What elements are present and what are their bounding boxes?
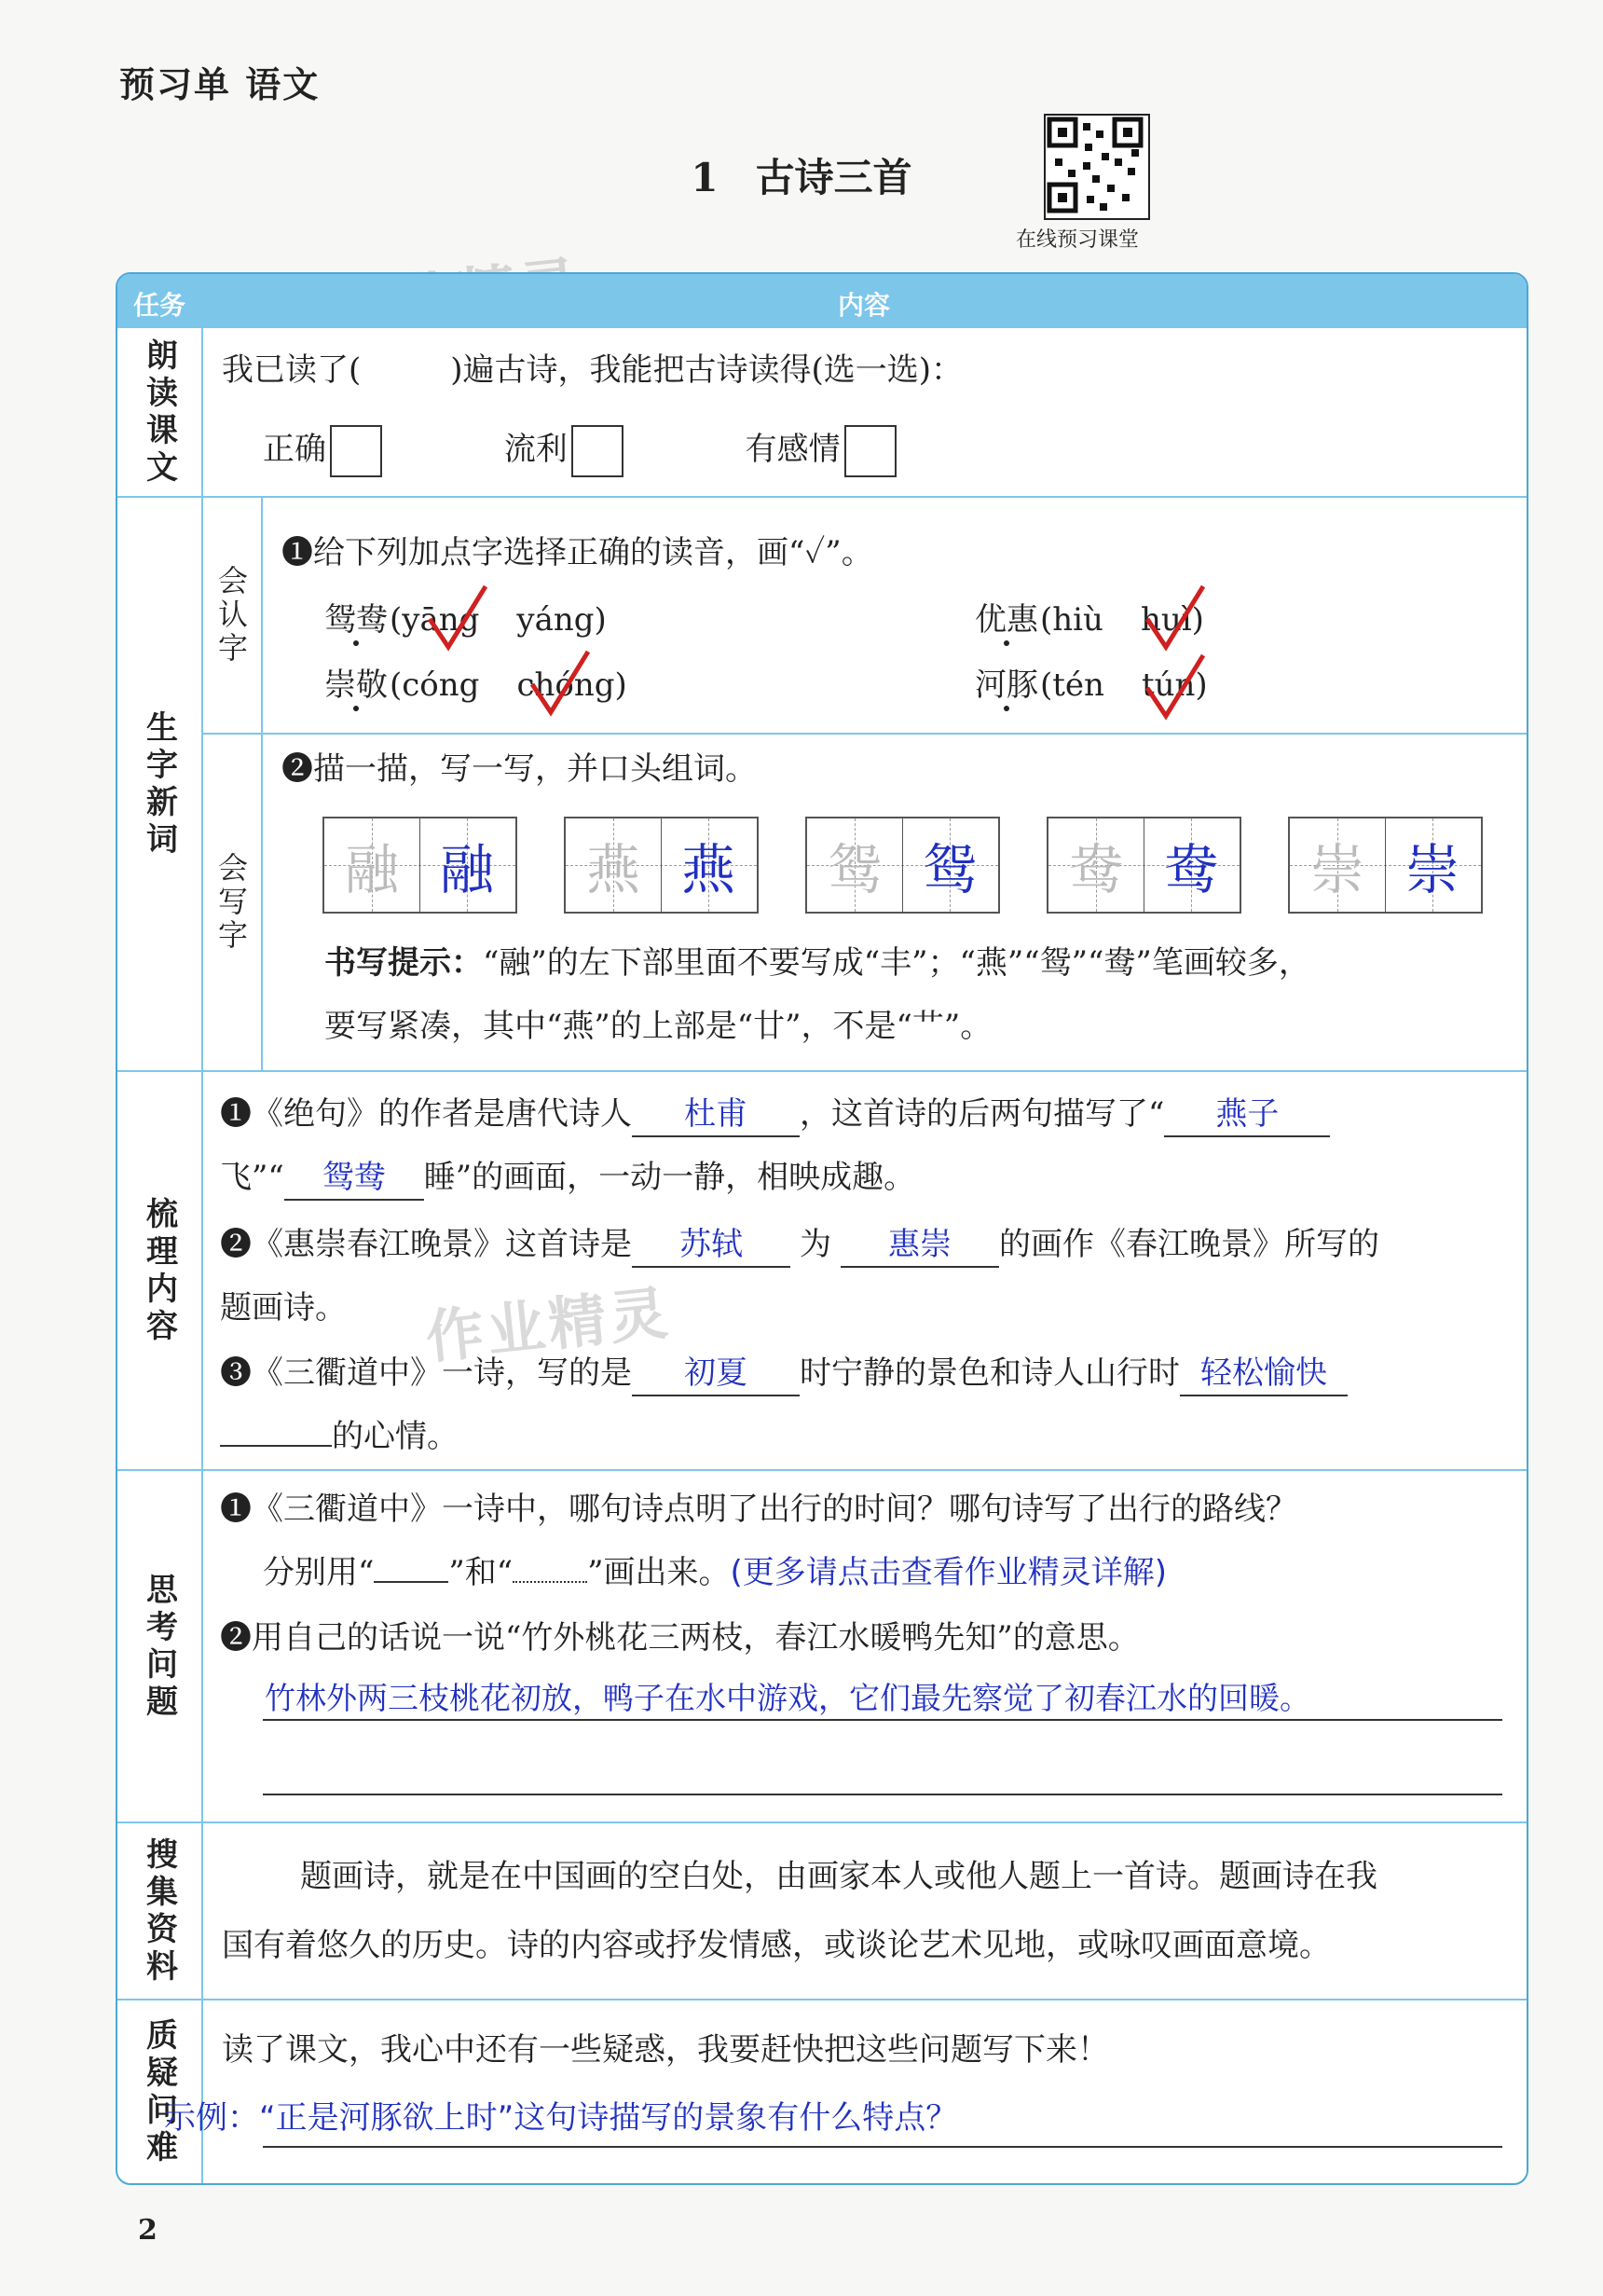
watermark: 作业精灵 (422, 1278, 675, 1372)
think-q1-cont: 分别用“ ”和“ ”画出来。(更多请点击查看作业精灵详解) (263, 1554, 1168, 1591)
write-section (201, 733, 1527, 1072)
check-mark-icon (425, 582, 490, 656)
worksheet-table (116, 272, 1528, 2185)
lesson-title (0, 147, 1603, 203)
pinyin-item: 优惠(hiù huì) (975, 601, 1204, 639)
check-mark-icon (527, 647, 593, 722)
checkbox-emotion[interactable] (844, 425, 897, 477)
checkbox-correct[interactable] (330, 425, 382, 477)
question-prompt: 读了课文，我心中还有一些疑惑，我要赶快把这些问题写下来！ (222, 2031, 1109, 2069)
write-question: ❷描一描，写一写，并口头组词。 (281, 750, 757, 788)
checkbox-fluent[interactable] (571, 425, 623, 477)
read-options: 正确 流利 有感情 (263, 425, 897, 477)
lesson-number: 1 (691, 155, 719, 200)
char-box[interactable]: 燕 燕 (564, 817, 759, 914)
row-sort (117, 1070, 1527, 1471)
think-q2-answer: 竹林外两三枝桃花初放，鸭子在水中游戏，它们最先察觉了初春江水的回暖。 (265, 1680, 1310, 1716)
question-answer: 示例：“正是河豚欲上时”这句诗描写的景象有什么特点？ (164, 2099, 958, 2137)
row-think (117, 1469, 1527, 1823)
row-newwords (117, 496, 1527, 1072)
sort-q2-cont: 题画诗。 (220, 1289, 347, 1327)
write-label: 会写字 (201, 733, 263, 1072)
sort-q1-cont: 飞”“ 鸳鸯 睡”的画面，一动一静，相映成趣。 (220, 1156, 915, 1201)
recognize-question: ❶给下列加点字选择正确的读音，画“✓”。 (281, 534, 873, 571)
row-label: 朗读课文 (117, 328, 203, 498)
sort-q1: ❶《绝句》的作者是唐代诗人 杜甫 ，这首诗的后两句描写了“ 燕子 (220, 1093, 1330, 1137)
book-header: 预习单 语文 (119, 64, 321, 105)
think-q1: ❶《三衢道中》一诗中，哪句诗点明了出行的时间？哪句诗写了出行的路线？ (220, 1491, 1297, 1528)
pinyin-item: 鸳鸯(yāng yáng) (324, 601, 607, 639)
char-box[interactable]: 鸳 鸳 (805, 817, 1000, 914)
check-mark-icon (1143, 651, 1208, 725)
row-collect (117, 1822, 1527, 2000)
read-line1: 我已读了( )遍古诗，我能把古诗读得(选一选)： (222, 351, 964, 389)
header-task: 任务 (132, 290, 185, 321)
row-label: 质疑问难 (117, 2000, 203, 2185)
writing-hint: 书写提示：“融”的左下部里面不要写成“丰”；“燕”“鸳”“鸯”笔画较多， (324, 944, 1310, 982)
table-header (117, 274, 1527, 326)
sort-q3-cont: 的心情。 (220, 1415, 459, 1458)
qr-label: 在线预习课堂 (1016, 228, 1140, 252)
pinyin-item: 河豚(tén tún) (975, 667, 1208, 704)
qr-code[interactable] (1044, 114, 1150, 220)
think-q1-answer: (更多请点击查看作业精灵详解) (730, 1554, 1168, 1591)
collect-line2: 国有着悠久的历史。诗的内容或抒发情感，或谈论艺术见地，或咏叹画面意境。 (222, 1927, 1331, 1964)
row-label: 梳理内容 (117, 1072, 203, 1471)
qr-code-icon (1046, 116, 1144, 214)
char-box[interactable]: 崇 崇 (1288, 817, 1483, 914)
check-mark-icon (1143, 582, 1208, 656)
recognize-section (201, 498, 1527, 735)
row-label: 生字新词 (117, 498, 203, 1072)
recognize-label: 会认字 (201, 498, 263, 733)
collect-line1: 题画诗，就是在中国画的空白处，由画家本人或他人题上一首诗。题画诗在我 (300, 1858, 1377, 1895)
char-box[interactable]: 融 融 (322, 817, 517, 914)
writing-hint-line2: 要写紧凑，其中“燕”的上部是“廿”，不是“艹”。 (324, 1008, 993, 1045)
think-q2: ❷用自己的话说一说“竹外桃花三两枝，春江水暖鸭先知”的意思。 (220, 1619, 1140, 1657)
sort-q3: ❸《三衢道中》一诗，写的是 初夏 时宁静的景色和诗人山行时 轻松愉快 (220, 1352, 1348, 1396)
page-number: 2 (138, 2214, 158, 2247)
pinyin-item: 崇敬(cóng chóng) (324, 667, 627, 704)
row-label: 思考问题 (117, 1471, 203, 1823)
lesson-title-text: 古诗三首 (755, 155, 912, 200)
header-content: 内容 (837, 290, 890, 321)
char-box[interactable]: 鸯 鸯 (1047, 817, 1241, 914)
sort-q2: ❷《惠崇春江晚景》这首诗是 苏轼 为 惠崇 的画作《春江晚景》所写的 (220, 1223, 1379, 1268)
row-read (117, 326, 1527, 498)
row-label: 搜集资料 (117, 1823, 203, 2000)
char-grid (322, 817, 1528, 917)
